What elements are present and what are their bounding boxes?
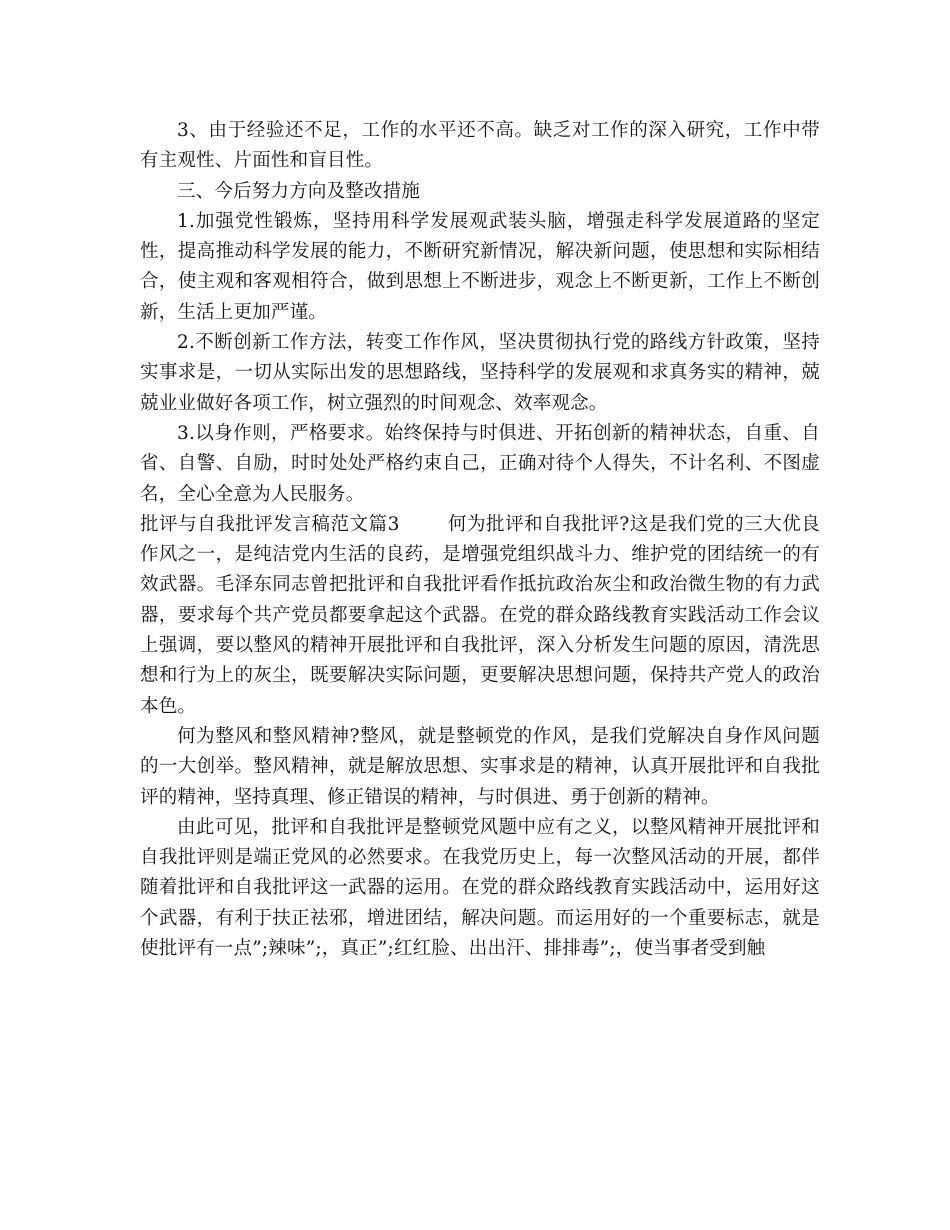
paragraph-measure-1: 1.加强党性锻炼，坚持用科学发展观武装头脑，增强走科学发展道路的坚定性，提高推动科学发展的能力，不断研究新情况，解决新问题，使思想和实际相结合，使主观和客观相符合，做到思想上不断进步，观念上不断更新，工作上不断创新，生活上更加严谨。 bbox=[140, 210, 820, 323]
section-paragraph-conclusion: 由此可见，批评和自我批评是整顿党风题中应有之义，以整风精神开展批评和自我批评则是端正党风的必然要求。在我党历史上，每一次整风活动的开展，都伴随着批评和自我批评这一武器的运用。在党的群众路线教育实践活动中，运用好这个武器，有利于扶正祛邪，增进团结，解决问题。而运用好的一个重要标志，就是使批评有一点”;辣味”;，真正”;红红脸、出出汗、排排毒”;，使当事者受到触 bbox=[140, 816, 820, 960]
section-heading-improvement: 三、今后努力方向及整改措施 bbox=[177, 180, 421, 202]
paragraph-item-3: 3、由于经验还不足，工作的水平还不高。缺乏对工作的深入研究，工作中带有主观性、片面性和盲目性。 bbox=[140, 120, 820, 172]
section-paragraph-text-1: 何为批评和自我批评?这是我们党的三大优良作风之一，是纯洁党内生活的良药，是增强党组织战斗力、维护党的团结统一的有效武器。毛泽东同志曾把批评和自我批评看作抵抗政治灰尘和政治微生物的有力武器，要求每个共产党员都要拿起这个武器。在党的群众路线教育实践活动工作会议上强调，要以整风的精神开展批评和自我批评，深入分析发生问题的原因，清洗思想和行为上的灰尘，既要解决实际问题，更要解决思想问题，保持共产党人的政治本色。 bbox=[140, 513, 820, 717]
paragraph-measure-3: 3.以身作则，严格要求。始终保持与时俱进、开拓创新的精神状态，自重、自省、自警、自励，时时处处严格约束自己，正确对待个人得失，不计名利、不图虚名，全心全意为人民服务。 bbox=[140, 422, 820, 505]
document-body bbox=[140, 116, 820, 964]
section-title: 批评与自我批评发言稿范文篇3 bbox=[140, 513, 400, 535]
section-paragraph-rectification: 何为整风和整风精神?整风，就是整顿党的作风，是我们党解决自身作风问题的一大创举。整风精神，就是解放思想、实事求是的精神，认真开展批评和自我批评的精神，坚持真理、修正错误的精神，与时俱进、勇于创新的精神。 bbox=[140, 725, 820, 808]
paragraph-measure-2: 2.不断创新工作方法，转变工作作风，坚决贯彻执行党的路线方针政策，坚持实事求是，一切从实际出发的思想路线，坚持科学的发展观和求真务实的精神，兢兢业业做好各项工作，树立强烈的时间观念、效率观念。 bbox=[140, 332, 820, 414]
section-paragraph-criticism bbox=[140, 510, 820, 722]
